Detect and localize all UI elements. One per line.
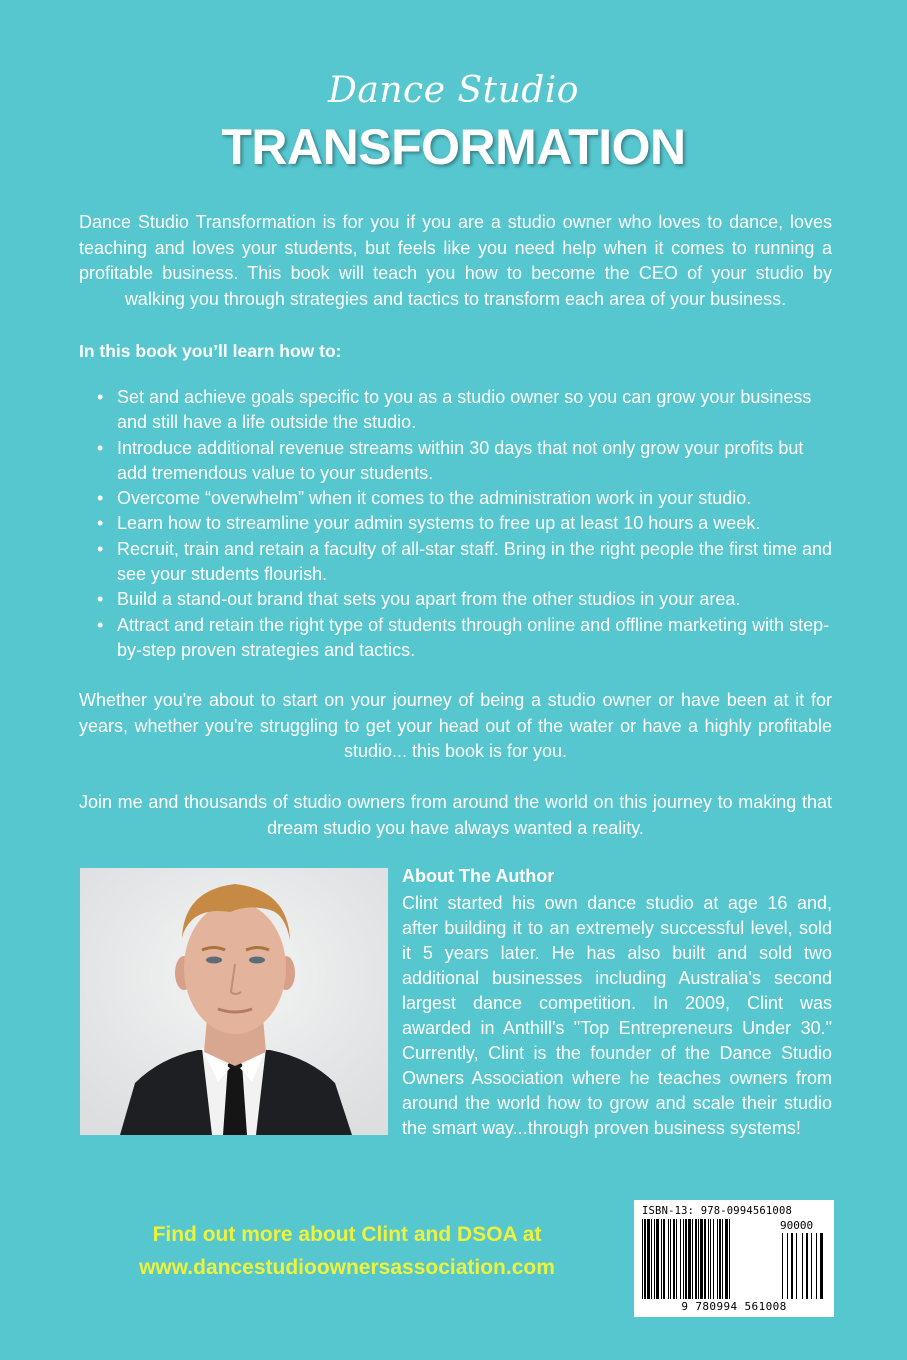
whether-paragraph: Whether you're about to start on your journey of being a studio owner or have been at it for years, whether you're struggling to get your head out of the water or have a highly profitable studio... this book is for you.: [79, 690, 832, 761]
bullet-icon: •: [97, 437, 104, 458]
barcode-addon-bar: [820, 1233, 823, 1299]
barcode-bar: [668, 1219, 669, 1299]
barcode-bar: [717, 1219, 718, 1299]
barcode-bar: [656, 1219, 659, 1299]
barcode-addon-bar: [791, 1233, 793, 1299]
list-item: • Set and achieve goals specific to you as a studio owner so you can grow your business and still have a life outside the studio.: [97, 387, 812, 433]
barcode-bar: [695, 1219, 697, 1299]
find-out-more: [112, 1218, 582, 1284]
bullet-icon: •: [97, 513, 104, 534]
website-link: www.dancestudioownersassociation.com: [139, 1256, 555, 1279]
list-item: • Build a stand-out brand that sets you apart from the other studios in your area.: [97, 587, 837, 612]
learning-list: [97, 385, 837, 663]
bullet-icon: •: [97, 387, 104, 407]
barcode-bar: [722, 1219, 723, 1299]
barcode-addon-bar: [796, 1233, 797, 1299]
barcode-bar: [698, 1219, 699, 1299]
intro-paragraph: Dance Studio Transformation is for you if you are a studio owner who loves to dance, loves teaching and loves your students, but feels like you need help when it comes to running a profitable business. This book will teach you how to become the CEO of your studio by walking you through strategies and tactics to transform each area of your business.: [79, 212, 832, 309]
learn-heading: In this book you’ll learn how to:: [79, 341, 342, 361]
barcode-bar: [654, 1219, 655, 1299]
bullet-icon: •: [97, 614, 104, 635]
list-item: • Introduce additional revenue streams within 30 days that not only grow your profits but add tremendous value to your students.: [97, 437, 804, 483]
bullet-icon: •: [97, 488, 104, 509]
find-out-text: Find out more about Clint and DSOA at: [152, 1223, 542, 1246]
join-paragraph: Join me and thousands of studio owners from around the world on this journey to making that dream studio you have always wanted a reality.: [79, 792, 832, 838]
barcode-bar: [680, 1219, 681, 1299]
barcode-bar: [688, 1219, 691, 1299]
barcode-addon-bar: [782, 1233, 783, 1299]
author-photo: [80, 868, 388, 1135]
barcode-addon-bar: [806, 1233, 808, 1299]
barcode-bar: [713, 1219, 714, 1299]
bullet-icon: •: [97, 538, 104, 559]
barcode-bar: [644, 1219, 646, 1299]
barcode-bar: [647, 1219, 650, 1299]
barcode-bar: [663, 1219, 665, 1299]
script-title: Dance Studio: [328, 70, 579, 111]
barcode-bar: [700, 1219, 703, 1299]
barcode-bar: [683, 1219, 684, 1299]
list-item: • Overcome “overwhelm” when it comes to the administration work in your studio.: [97, 486, 837, 511]
barcode-bar: [729, 1219, 730, 1299]
barcode-bar: [676, 1219, 677, 1299]
barcode-bar: [651, 1219, 652, 1299]
barcode-addon-bar: [787, 1233, 788, 1299]
about-author-heading: About The Author: [402, 866, 555, 886]
barcode-bar: [685, 1219, 687, 1299]
barcode-bar: [692, 1219, 693, 1299]
about-author-text: Clint started his own dance studio at age 16 and, after building it to an extremely successful level, sold it 5 years later. He has also built and sold two additional businesses including Australia's second largest dance competition. In 2009, Clint was awarded in Anthill's "Top Entrepreneurs Under 30." Currently, Clint is the founder of the Dance Studio Owners Association where he teaches owners from around the world how to grow and scale their studio the smart way...through proven business systems!: [402, 893, 832, 1138]
main-title: TRANSFORMATION: [221, 119, 686, 175]
isbn-label: ISBN-13: 978-0994561008: [642, 1205, 792, 1217]
bullet-icon: •: [97, 589, 104, 610]
barcode-bar: [708, 1219, 709, 1299]
isbn-barcode: [634, 1200, 834, 1317]
barcode-bar: [673, 1219, 675, 1299]
barcode-bar: [704, 1219, 706, 1299]
barcode-digits: 9 780994 561008: [681, 1300, 787, 1313]
barcode-addon-bar: [811, 1233, 812, 1299]
barcode-bar: [725, 1219, 728, 1299]
barcode-bar: [661, 1219, 662, 1299]
barcode-addon-bar: [816, 1233, 817, 1299]
barcode-bar: [710, 1219, 711, 1299]
price-code: 90000: [780, 1219, 814, 1232]
list-item: • Recruit, train and retain a faculty of all-star staff. Bring in the right people the first time and see your students flourish.: [97, 538, 833, 585]
barcode-bar: [719, 1219, 721, 1299]
barcode-bar: [670, 1219, 671, 1299]
list-item: • Attract and retain the right type of students through online and offline marketing with step-by-step proven strategies and tactics.: [97, 614, 830, 660]
barcode-bar: [642, 1219, 643, 1299]
barcode-addon-bar: [802, 1233, 803, 1299]
author-portrait-icon: [80, 868, 388, 1135]
list-item: • Learn how to streamline your admin systems to free up at least 10 hours a week.: [97, 511, 837, 536]
